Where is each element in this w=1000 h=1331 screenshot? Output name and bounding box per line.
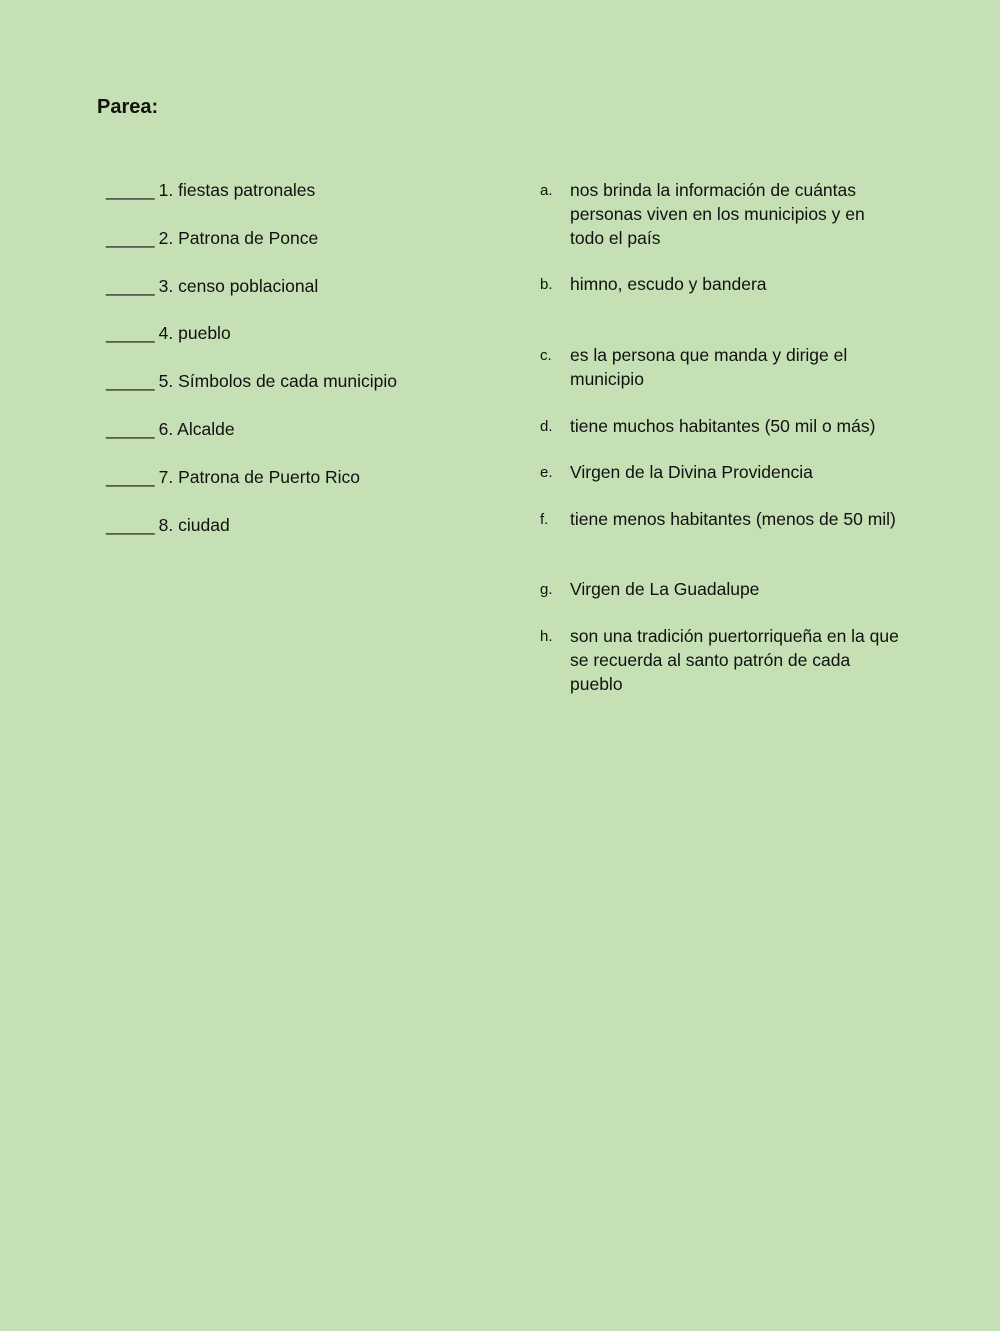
definition-item xyxy=(540,414,900,438)
definition-text: nos brinda la información de cuántas personas viven en los municipios y en todo el país xyxy=(570,180,865,248)
definition-item xyxy=(540,577,900,601)
term-text: 4. pueblo xyxy=(158,323,231,344)
definition-letter: d. xyxy=(540,418,553,435)
term-text: 7. Patrona de Puerto Rico xyxy=(158,466,361,487)
answer-blank[interactable]: _____ xyxy=(106,466,155,487)
term-text: 5. Símbolos de cada municipio xyxy=(158,371,397,392)
worksheet-title: Parea: xyxy=(97,96,159,118)
term-item xyxy=(106,226,397,274)
answer-blank[interactable]: _____ xyxy=(106,227,155,248)
answer-blank[interactable]: _____ xyxy=(106,514,155,535)
term-text: 6. Alcalde xyxy=(158,418,235,439)
definition-text: son una tradición puertorriqueña en la que se recuerda al santo patrón de cada pueblo xyxy=(570,626,899,694)
definition-item xyxy=(540,272,900,296)
term-text: 3. censo poblacional xyxy=(158,275,319,296)
term-item xyxy=(106,369,397,417)
definition-text: Virgen de La Guadalupe xyxy=(570,579,760,599)
definition-letter: f. xyxy=(540,511,549,528)
term-item xyxy=(106,465,397,513)
definition-item xyxy=(540,178,900,250)
definition-letter: c. xyxy=(540,347,552,364)
definition-letter: e. xyxy=(540,464,553,481)
answer-blank[interactable]: _____ xyxy=(106,371,155,392)
term-item xyxy=(106,178,397,226)
answer-blank[interactable]: _____ xyxy=(106,418,155,439)
term-item xyxy=(106,417,397,465)
answer-blank[interactable]: _____ xyxy=(106,323,155,344)
answer-blank[interactable]: _____ xyxy=(106,180,155,200)
term-text: 8. ciudad xyxy=(158,514,230,535)
term-text: 1. fiestas patronales xyxy=(158,180,316,200)
definition-item xyxy=(540,507,900,531)
definition-item xyxy=(540,343,900,391)
definition-letter: b. xyxy=(540,276,553,293)
definition-text: Virgen de la Divina Providencia xyxy=(570,462,813,482)
definition-item xyxy=(540,460,900,484)
definition-item xyxy=(540,624,900,696)
definition-text: himno, escudo y bandera xyxy=(570,274,767,294)
term-item xyxy=(106,321,397,369)
terms-list xyxy=(106,178,397,560)
definition-letter: a. xyxy=(540,182,553,199)
answer-blank[interactable]: _____ xyxy=(106,275,155,296)
definition-text: es la persona que manda y dirige el municipio xyxy=(570,345,848,389)
definition-text: tiene menos habitantes (menos de 50 mil) xyxy=(570,509,896,529)
term-item xyxy=(106,513,397,561)
term-item xyxy=(106,274,397,322)
definition-text: tiene muchos habitantes (50 mil o más) xyxy=(570,416,876,436)
definition-letter: g. xyxy=(540,581,553,598)
definition-letter: h. xyxy=(540,628,553,645)
term-text: 2. Patrona de Ponce xyxy=(158,227,319,248)
